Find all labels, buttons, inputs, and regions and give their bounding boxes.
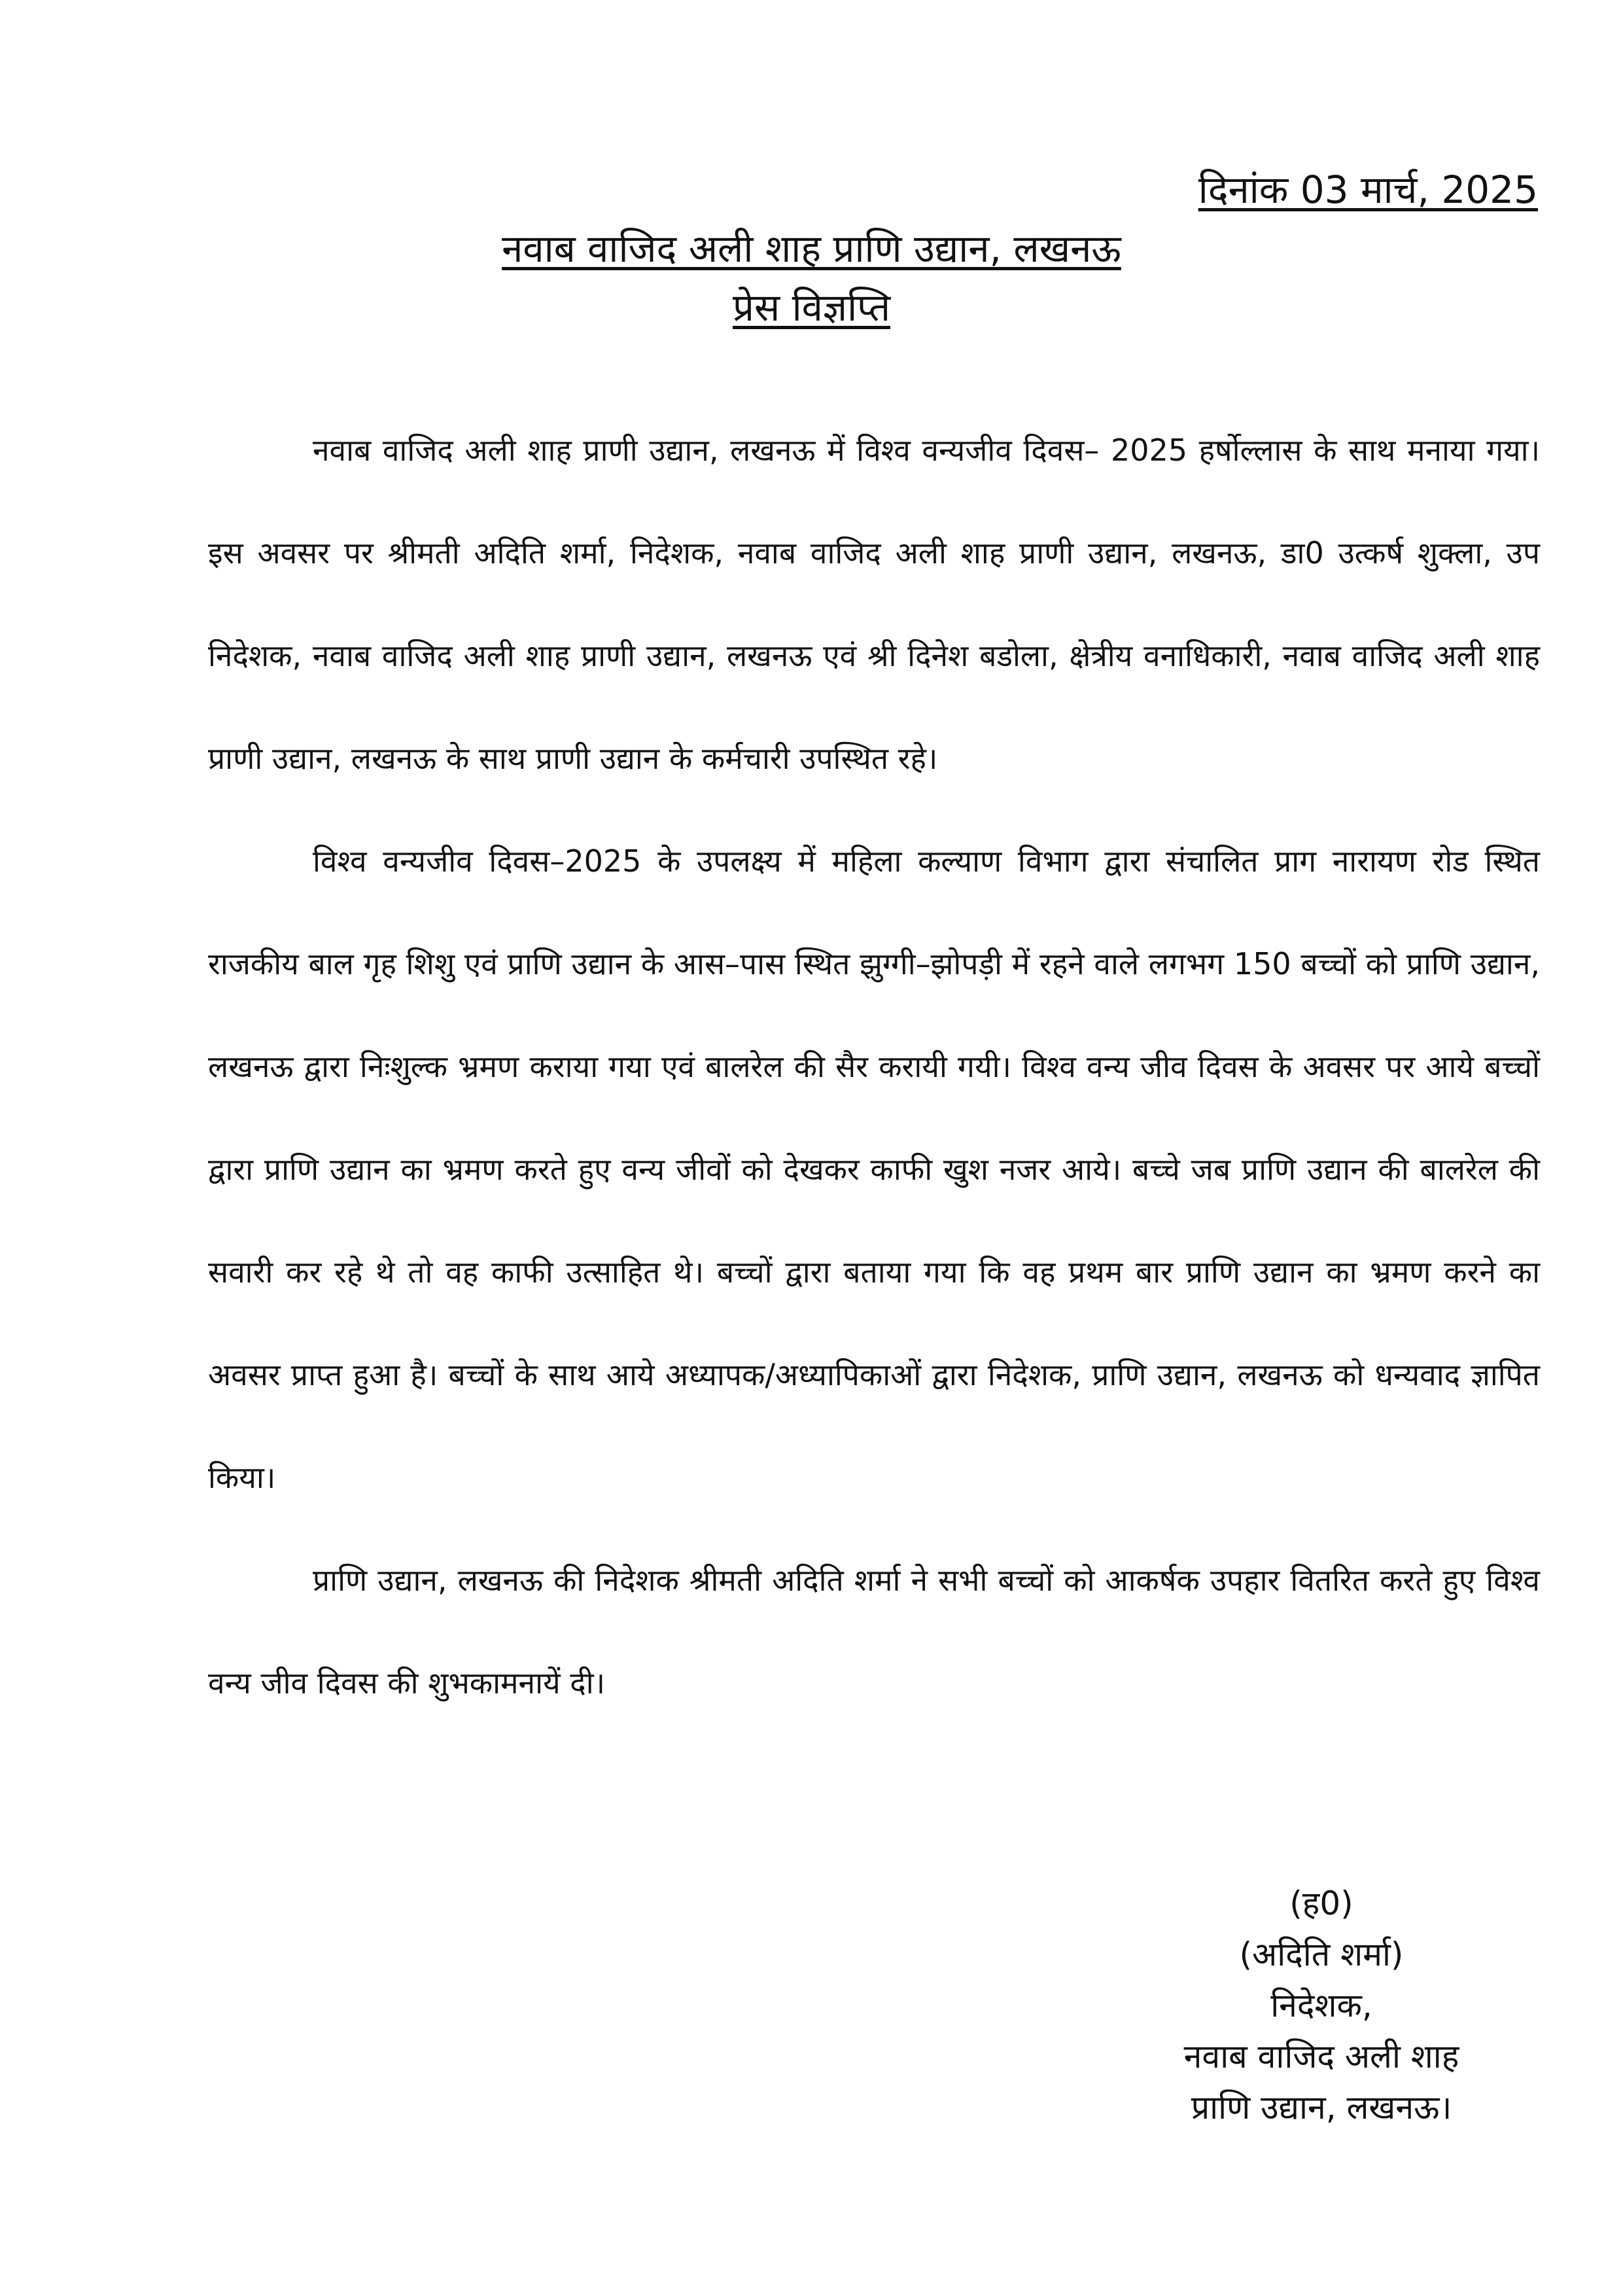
- paragraph-children-visit: विश्व वन्यजीव दिवस–2025 के उपलक्ष्य में महिला कल्याण विभाग द्वारा संचालित प्राग नारायण रोड स्थित राजकीय बाल गृह शिशु एवं प्राणि उद्यान के आस–पास स्थित झुग्गी–झोपड़ी में रहने वाले लगभग 150 बच्चों को प्राणि उद्यान, लखनऊ द्वारा निःशुल्क भ्रमण कराया गया एवं बालरेल की सैर करायी गयी। विश्व वन्य जीव दिवस के अवसर पर आये बच्चों द्वारा प्राणि उद्यान का भ्रमण करते हुए वन्य जीवों को देखकर काफी खुश नजर आये। बच्चे जब प्राणि उद्यान की बालरेल की सवारी कर रहे थे तो वह काफी उत्साहित थे। बच्चों द्वारा बताया गया कि वह प्रथम बार प्राणि उद्यान का भ्रमण करने का अवसर प्राप्त हुआ है। बच्चों के साथ आये अध्यापक/अध्यापिकाओं द्वारा निदेशक, प्राणि उद्यान, लखनऊ को धन्यवाद ज्ञापित किया।: [208, 843, 1540, 1495]
- signatory-name: (अदिति शर्मा): [1239, 1935, 1404, 1973]
- paragraph-gifts: प्राणि उद्यान, लखनऊ की निदेशक श्रीमती अदिति शर्मा ने सभी बच्चों को आकर्षक उपहार वितरित करते हुए विश्व वन्य जीव दिवस की शुभकामनायें दी।: [208, 1563, 1540, 1701]
- organization-title: [0, 222, 1623, 275]
- organization-title-text: नवाब वाजिद अली शाह प्राणि उद्यान, लखनऊ: [502, 226, 1121, 271]
- signature-mark: (ह0): [1289, 1884, 1353, 1922]
- signatory-org-line2: प्राणि उद्यान, लखनऊ।: [1191, 2089, 1452, 2127]
- paragraph-event: नवाब वाजिद अली शाह प्राणी उद्यान, लखनऊ में विश्व वन्यजीव दिवस– 2025 हर्षोल्लास के साथ मनाया गया। इस अवसर पर श्रीमती अदिति शर्मा, निदेशक, नवाब वाजिद अली शाह प्राणी उद्यान, लखनऊ, डा0 उत्कर्ष शुक्ला, उप निदेशक, नवाब वाजिद अली शाह प्राणी उद्यान, लखनऊ एवं श्री दिनेश बडोला, क्षेत्रीय वनाधिकारी, नवाब वाजिद अली शाह प्राणी उद्यान, लखनऊ के साथ प्राणी उद्यान के कर्मचारी उपस्थित रहे।: [208, 433, 1540, 776]
- signature-block: [1151, 1878, 1492, 2133]
- press-release-body: [208, 399, 1540, 1735]
- signatory-designation: निदेशक,: [1270, 1987, 1372, 2024]
- document-date: दिनांक 03 मार्च, 2025: [1198, 168, 1538, 212]
- press-release-heading-text: प्रेस विज्ञप्ति: [732, 285, 891, 330]
- press-release-heading: [0, 281, 1623, 334]
- signatory-org-line1: नवाब वाजिद अली शाह: [1183, 2038, 1459, 2075]
